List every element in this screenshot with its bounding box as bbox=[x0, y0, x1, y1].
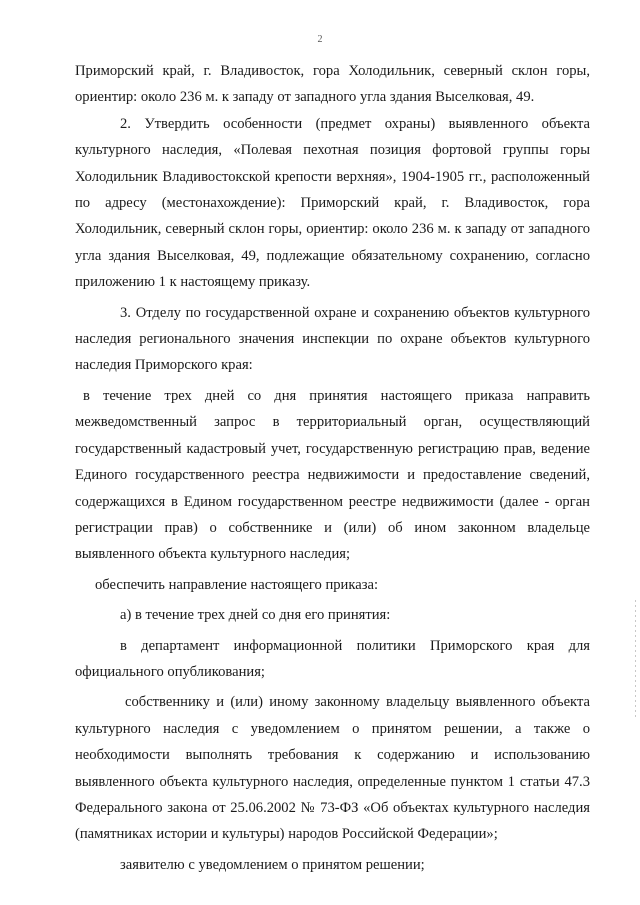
paragraph-continuation: Приморский край, г. Владивосток, гора Холодильник, северный склон горы, ориентир: около 236 м. к западу от западного угла здания Выселковая, 49. bbox=[75, 63, 590, 106]
paragraph-applicant-notice: заявителю с уведомлением о принятом решении; bbox=[120, 856, 425, 873]
paragraph-subitem-a: а) в течение трех дней со дня его принятия: bbox=[120, 607, 391, 624]
scan-edge-mark bbox=[635, 600, 636, 720]
paragraph-item-2: 2. Утвердить особенности (предмет охраны) выявленного объекта культурного наследия, «Полевая пехотная позиция фортовой группы горы Холодильник Владивостокской крепости верхняя», 1904-1905 гг., расположенный по адресу (местонахождение): Приморский край, г. Владивосток, гора Холодильник, северный склон горы, ориентир: около 236 м. к западу от западного угла здания Выселковая, 49, подлежащие обязательному сохранению, согласно приложению 1 к настоящему приказу. bbox=[75, 115, 590, 291]
document-body bbox=[75, 58, 590, 878]
paragraph-ensure-sending: обеспечить направление настоящего приказа: bbox=[95, 576, 379, 593]
paragraph-info-policy-dept: в департамент информационной политики Приморского края для официального опубликования; bbox=[75, 637, 590, 680]
paragraph-owner-notice: собственнику и (или) иному законному владельцу выявленного объекта культурного наследия с уведомлением о принятом решении, а также о необходимости выполнять требования к содержанию и использованию выявленного объекта культурного наследия, определенные пунктом 1 статьи 47.3 Федерального закона от 25.06.2002 № 73-ФЗ «Об объектах культурного наследия (памятниках истории и культуры) народов Российской Федерации»; bbox=[75, 694, 590, 843]
paragraph-request-registry: в течение трех дней со дня принятия настоящего приказа направить межведомственный запрос в территориальный орган, осуществляющий государственный кадастровый учет, государственную регистрацию прав, ведение Единого государственного реестра недвижимости и предоставление сведений, содержащихся в Едином государственном реестре недвижимости (далее - орган регистрации прав) о собственнике и (или) об ином законном владельце выявленного объекта культурного наследия; bbox=[75, 387, 590, 563]
page-number: 2 bbox=[317, 34, 323, 45]
paragraph-item-3: 3. Отделу по государственной охране и сохранению объектов культурного наследия регионального значения инспекции по охране объектов культурного наследия Приморского края: bbox=[75, 304, 590, 374]
